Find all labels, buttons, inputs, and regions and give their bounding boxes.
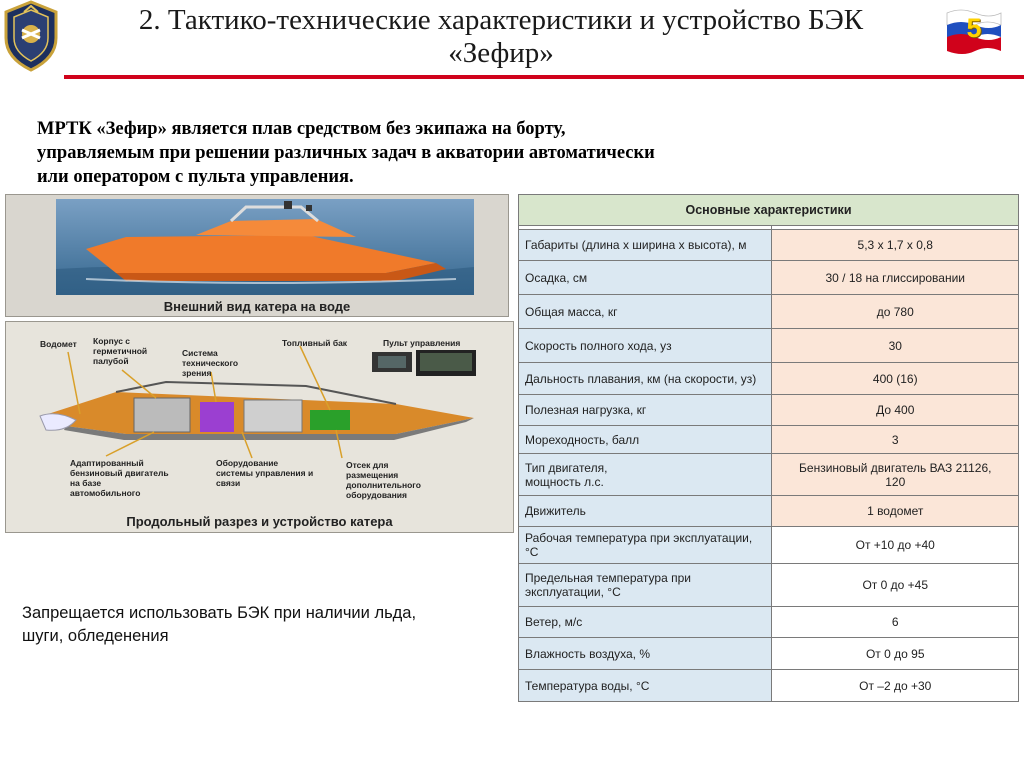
param-line: Тип двигателя, [525, 460, 608, 475]
value-line: 120 [885, 474, 906, 489]
table-row [519, 607, 1019, 638]
title-line-2: «Зефир» [448, 37, 554, 69]
table-title: Основные характеристики [519, 195, 1019, 226]
value-cell [772, 454, 1019, 496]
value-cell: 6 [772, 607, 1019, 638]
param-cell: Общая масса, кг [519, 295, 772, 329]
label-engine: Адаптированный бензиновый двигатель на базе автомобильного [70, 458, 169, 498]
value-cell: До 400 [772, 395, 1019, 426]
param-cell: Мореходность, балл [519, 426, 772, 454]
table-row [519, 426, 1019, 454]
warning-text [22, 602, 492, 648]
photo-caption: Внешний вид катера на воде [163, 299, 351, 314]
table-row [519, 454, 1019, 496]
param-cell: Движитель [519, 496, 772, 527]
param-cell: Ветер, м/с [519, 607, 772, 638]
table-header-row [519, 195, 1019, 226]
param-line: эксплуатации, °С [525, 585, 621, 599]
boat-diagram-panel [5, 321, 514, 533]
label-compartment: Отсек для размещения дополнительного оборудования [346, 460, 421, 500]
param-line: Рабочая температура при эксплуатации, [525, 531, 753, 545]
boat-photo-panel [5, 194, 509, 317]
value-cell: 30 [772, 329, 1019, 363]
param-cell [519, 454, 772, 496]
table-row [519, 670, 1019, 702]
param-cell: Полезная нагрузка, кг [519, 395, 772, 426]
table-row [519, 261, 1019, 295]
value-cell: 30 / 18 на глиссировании [772, 261, 1019, 295]
value-cell: 400 (16) [772, 363, 1019, 395]
emblem-icon [0, 0, 62, 72]
label-equipment: Оборудование системы управления и связи [216, 458, 314, 488]
table-row [519, 496, 1019, 527]
specs-table [518, 194, 1019, 702]
value-cell: От +10 до +40 [772, 527, 1019, 564]
table-row [519, 230, 1019, 261]
table-row [519, 295, 1019, 329]
param-line: °С [525, 545, 539, 559]
value-cell: 3 [772, 426, 1019, 454]
label-vision-system: Система технического зрения [182, 348, 239, 378]
diagram-caption: Продольный разрез и устройство катера [126, 514, 393, 529]
warning-line-2: шуги, обледенения [22, 627, 169, 645]
param-line: Предельная температура при [525, 571, 691, 585]
param-cell: Осадка, см [519, 261, 772, 295]
param-cell [519, 564, 772, 607]
table-row [519, 564, 1019, 607]
intro-text [37, 117, 737, 189]
table-row [519, 638, 1019, 670]
table-row [519, 395, 1019, 426]
table-row [519, 329, 1019, 363]
intro-line-1: МРТК «Зефир» является плав средством без экипажа на борту, [37, 119, 566, 139]
label-fuel-tank: Топливный бак [282, 338, 348, 348]
value-cell: 1 водомет [772, 496, 1019, 527]
param-cell: Габариты (длина х ширина х высота), м [519, 230, 772, 261]
boat-photo [56, 199, 474, 295]
label-control-panel: Пульт управления [383, 338, 461, 348]
value-cell: От 0 до 95 [772, 638, 1019, 670]
label-hull: Корпус с герметичной палубой [93, 336, 148, 366]
value-cell: От –2 до +30 [772, 670, 1019, 702]
table-row [519, 363, 1019, 395]
param-cell: Дальность плавания, км (на скорости, уз) [519, 363, 772, 395]
value-line: Бензиновый двигатель ВАЗ 21126, [799, 460, 992, 475]
intro-line-3: или оператором с пульта управления. [37, 167, 354, 187]
page-title [70, 4, 932, 70]
label-waterjet: Водомет [40, 339, 77, 349]
value-cell: 5,3 х 1,7 х 0,8 [772, 230, 1019, 261]
param-cell: Влажность воздуха, % [519, 638, 772, 670]
param-cell: Скорость полного хода, уз [519, 329, 772, 363]
param-cell: Температура воды, °С [519, 670, 772, 702]
table-row [519, 527, 1019, 564]
param-line: мощность л.с. [525, 474, 604, 489]
header-divider [64, 75, 1024, 79]
value-cell: От 0 до +45 [772, 564, 1019, 607]
title-line-1: 2. Тактико-технические характеристики и устройство БЭК [138, 4, 864, 36]
slide-number: 5 [966, 13, 982, 43]
value-cell: до 780 [772, 295, 1019, 329]
param-cell [519, 527, 772, 564]
intro-line-2: управляемым при решении различных задач в акватории автоматически [37, 143, 655, 163]
warning-line-1: Запрещается использовать БЭК при наличии льда, [22, 604, 417, 622]
